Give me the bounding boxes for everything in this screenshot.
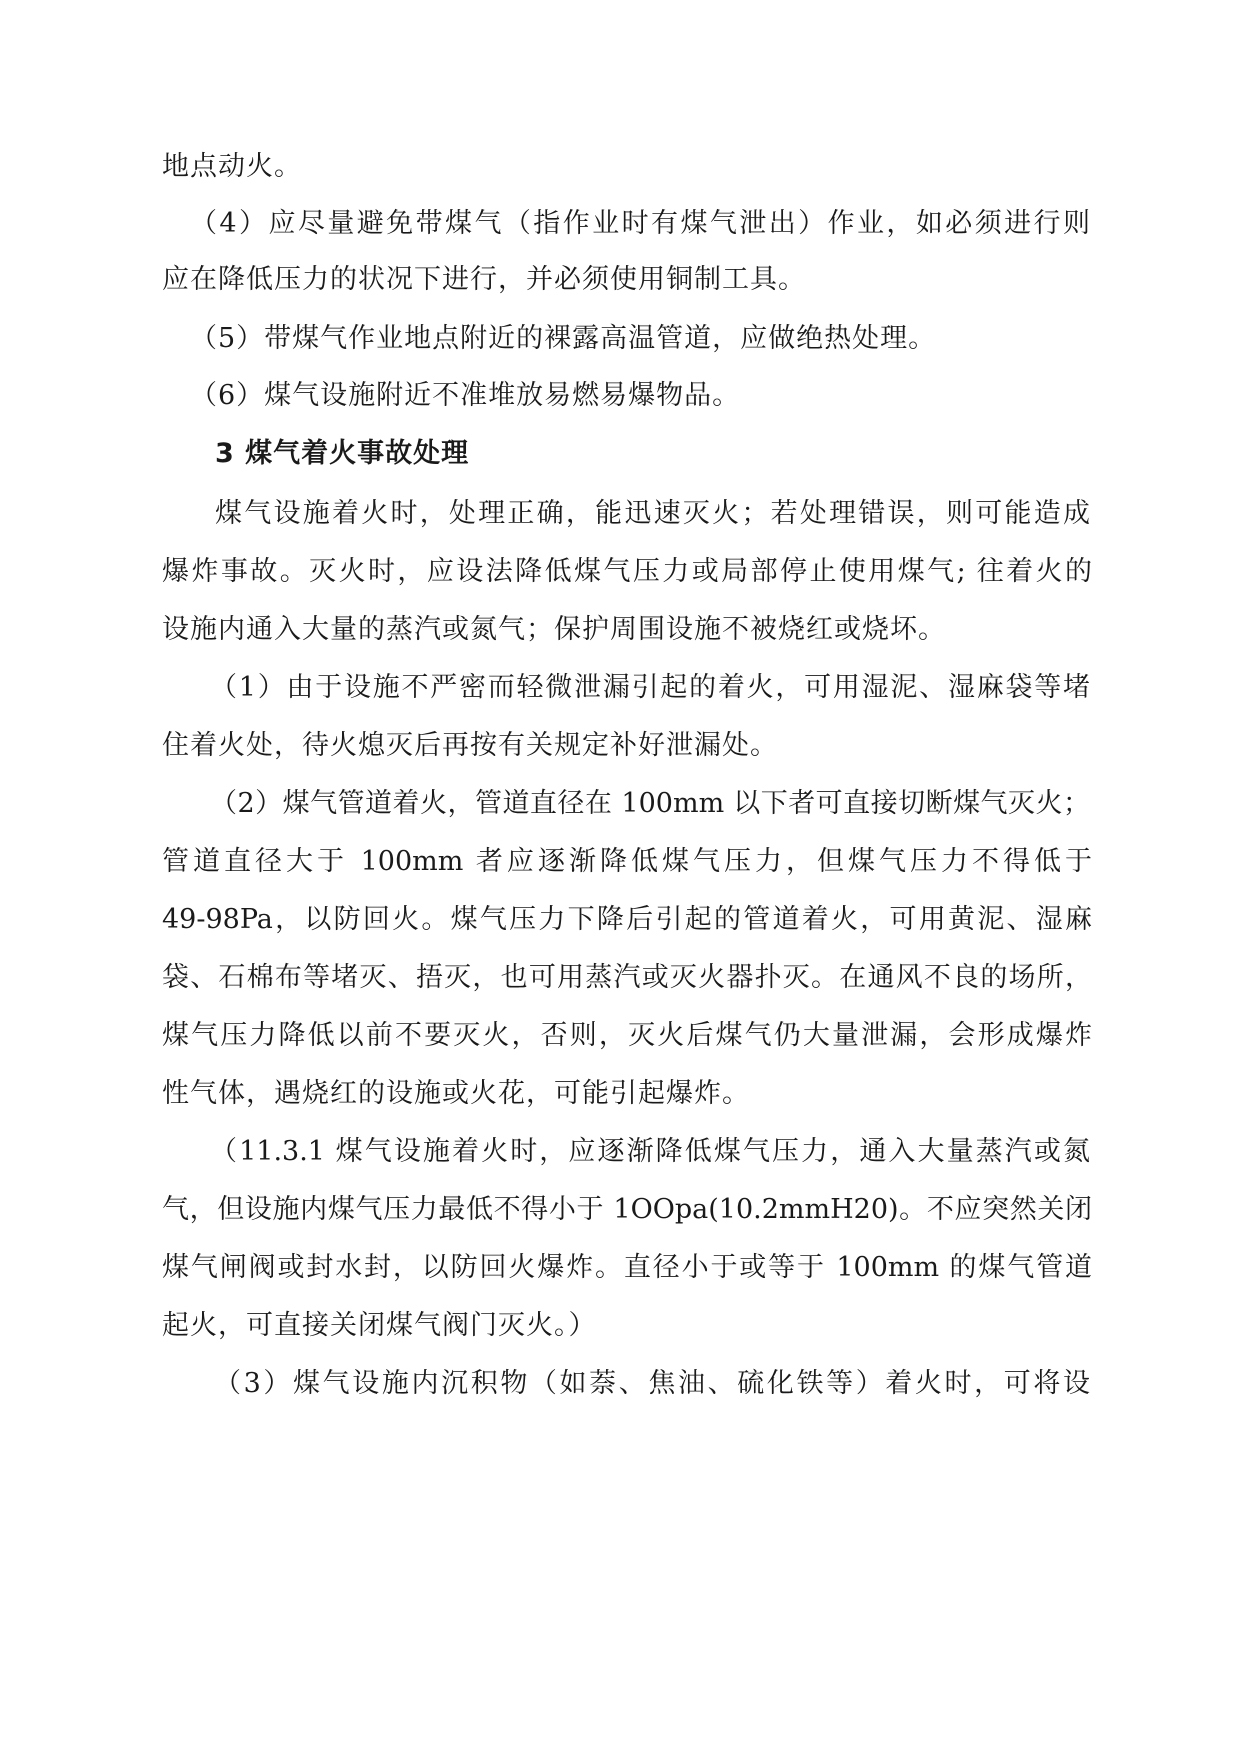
- text-line: 爆炸事故。灭火时，应设法降低煤气压力或局部停止使用煤气; 往着火的: [162, 556, 1092, 587]
- text-line: 49-98Pa，以防回火。煤气压力下降后引起的管道着火，可用黄泥、湿麻: [162, 904, 1092, 935]
- text-line: （5）带煤气作业地点附近的裸露高温管道，应做绝热处理。: [190, 323, 937, 354]
- text-line: 起火，可直接关闭煤气阀门灭火。）: [162, 1310, 597, 1341]
- text-line: （11.3.1 煤气设施着火时，应逐渐降低煤气压力，通入大量蒸汽或氮: [210, 1136, 1090, 1167]
- text-line: 煤气压力降低以前不要灭火，否则，灭火后煤气仍大量泄漏，会形成爆炸: [162, 1020, 1092, 1051]
- text-line: 性气体，遇烧红的设施或火花，可能引起爆炸。: [162, 1078, 750, 1109]
- text-line: 煤气闸阀或封水封，以防回火爆炸。直径小于或等于 100mm 的煤气管道: [162, 1252, 1092, 1283]
- text-line: （1）由于设施不严密而轻微泄漏引起的着火，可用湿泥、湿麻袋等堵: [210, 672, 1090, 703]
- text-line: 气，但设施内煤气压力最低不得小于 1OOpa(10.2mmH20)。不应突然关闭: [162, 1194, 1092, 1225]
- text-line: 地点动火。: [162, 151, 302, 182]
- text-line: 应在降低压力的状况下进行，并必须使用铜制工具。: [162, 264, 806, 295]
- text-line: 管道直径大于 100mm 者应逐渐降低煤气压力，但煤气压力不得低于: [162, 846, 1092, 877]
- text-line: 煤气设施着火时，处理正确，能迅速灭火；若处理错误，则可能造成: [215, 498, 1090, 529]
- text-line: 袋、石棉布等堵灭、捂灭，也可用蒸汽或灭火器扑灭。在通风不良的场所，: [162, 962, 1092, 993]
- text-line: 设施内通入大量的蒸汽或氮气；保护周围设施不被烧红或烧坏。: [162, 614, 946, 645]
- section-heading: 3 煤气着火事故处理: [215, 438, 470, 469]
- text-line: 住着火处，待火熄灭后再按有关规定补好泄漏处。: [162, 730, 778, 761]
- text-line: （6）煤气设施附近不准堆放易燃易爆物品。: [190, 380, 741, 411]
- text-line: （4）应尽量避免带煤气（指作业时有煤气泄出）作业，如必须进行则: [190, 208, 1090, 239]
- text-line: （3）煤气设施内沉积物（如萘、焦油、硫化铁等）着火时，可将设: [214, 1368, 1090, 1399]
- text-line: （2）煤气管道着火，管道直径在 100mm 以下者可直接切断煤气灭火；: [210, 788, 1090, 819]
